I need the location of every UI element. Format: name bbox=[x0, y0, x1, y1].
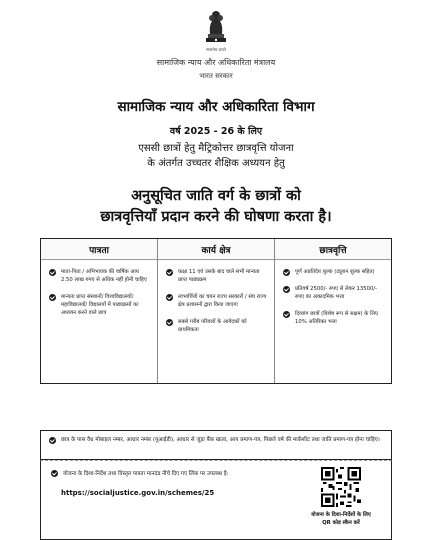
list-item-text: कक्षा 11 एवं उसके बाद वाले सभी मान्यता प्राप्त पाठ्यक्रम bbox=[178, 269, 260, 283]
check-circle-icon bbox=[166, 269, 173, 276]
list-item bbox=[51, 469, 229, 477]
check-circle-icon bbox=[166, 319, 173, 326]
eligibility-column bbox=[41, 239, 158, 383]
column-heading: पात्रता bbox=[41, 239, 157, 260]
list-item-text: दिव्यांग छात्रों (विशेष रूप से सक्षम) के लिए 10% अतिरिक्त भत्ता bbox=[295, 311, 378, 325]
scope-column bbox=[158, 239, 275, 383]
check-circle-icon bbox=[49, 294, 56, 301]
check-circle-icon bbox=[49, 269, 56, 276]
qr-code-icon[interactable] bbox=[321, 467, 361, 507]
list-item-text: पूर्ण अप्रतिदेय शुल्क (ट्यूशन शुल्क सहित) bbox=[295, 269, 375, 275]
documents-note-box bbox=[40, 430, 392, 460]
announcement-line-1: अनुसूचित जाति वर्ग के छात्रों को bbox=[131, 188, 301, 204]
list-item-text: मान्यता प्राप्त संस्थानों/ विश्वविद्यालयों/महाविद्यालयों/ विद्यालयों में पाठ्यक्रमों का अध्ययन करने वाले छात्र bbox=[61, 294, 139, 316]
list-item bbox=[49, 268, 151, 284]
list-item bbox=[49, 293, 151, 317]
scheme-details-table bbox=[40, 238, 392, 384]
year-line: वर्ष 2025 - 26 के लिए bbox=[169, 126, 263, 137]
qr-caption bbox=[299, 511, 383, 527]
list-item bbox=[166, 268, 268, 284]
department-title: सामाजिक न्याय और अधिकारिता विभाग bbox=[117, 99, 315, 115]
guidelines-text: योजना के दिशा-निर्देश तथा विस्तृत पात्रता मानदंड नीचे दिए गए लिंक पर उपलब्ध है: bbox=[63, 471, 229, 477]
check-circle-icon bbox=[283, 269, 290, 276]
national-emblem-icon bbox=[201, 8, 231, 50]
documents-note-text: छात्र के पास वैध मोबाइल नम्बर, आधार नम्बर (यूआईडी), आधार से जुड़ा बैंक खाता, आय प्रमाण-पत्र, पिछले वर्ष की मार्कशीट तथा जाति प्रमाण-पत्र होना चाहिए। bbox=[61, 437, 380, 443]
government-name: भारत सरकार bbox=[199, 72, 233, 80]
list-item bbox=[283, 310, 385, 326]
list-item bbox=[49, 436, 383, 445]
scheme-line-2: के अंतर्गत उच्चतर शैक्षिक अध्ययन हेतु bbox=[147, 158, 285, 169]
list-item-text: प्रतिवर्ष 2500/- रुपए से लेकर 13500/- रुपए का अकादमिक भत्ता bbox=[295, 286, 378, 300]
guidelines-link[interactable]: https://socialjustice.gov.in/schemes/25 bbox=[61, 489, 215, 497]
guidelines-box bbox=[40, 460, 392, 540]
qr-caption-line-2: QR कोड स्कैन करें bbox=[322, 520, 360, 526]
list-item bbox=[283, 268, 385, 276]
ministry-name: सामाजिक न्याय और अधिकारिता मंत्रालय bbox=[156, 58, 276, 67]
announcement-line-2: छात्रवृत्तियाँ प्रदान करने की घोषणा करता है। bbox=[100, 209, 332, 225]
scholarship-column bbox=[275, 239, 391, 383]
check-circle-icon bbox=[49, 437, 56, 444]
list-item bbox=[166, 318, 268, 334]
list-item-text: माता-पिता / अभिभावक की वार्षिक आय 2.50 लाख रुपए से अधिक नहीं होनी चाहिए bbox=[61, 269, 147, 283]
qr-caption-line-1: योजना के दिशा-निर्देशों के लिए bbox=[311, 512, 371, 518]
list-item-text: सबसे गरीब परिवारों के आवेदकों को प्राथमिकता bbox=[178, 319, 247, 333]
check-circle-icon bbox=[283, 311, 290, 318]
check-circle-icon bbox=[51, 470, 58, 477]
list-item-text: लाभार्थियों का चयन राज्य सरकारों / संघ राज्य क्षेत्र प्रशासनों द्वारा किया जाएगा bbox=[178, 294, 267, 308]
column-heading: छात्रवृत्ति bbox=[275, 239, 391, 260]
emblem-caption: सत्यमेव जयते bbox=[206, 47, 226, 52]
check-circle-icon bbox=[166, 294, 173, 301]
column-heading: कार्य क्षेत्र bbox=[158, 239, 274, 260]
scheme-line-1: एससी छात्रों हेतु मैट्रिकोत्तर छात्रवृत्ति योजना bbox=[138, 143, 294, 154]
list-item bbox=[283, 285, 385, 301]
check-circle-icon bbox=[283, 286, 290, 293]
list-item bbox=[166, 293, 268, 309]
